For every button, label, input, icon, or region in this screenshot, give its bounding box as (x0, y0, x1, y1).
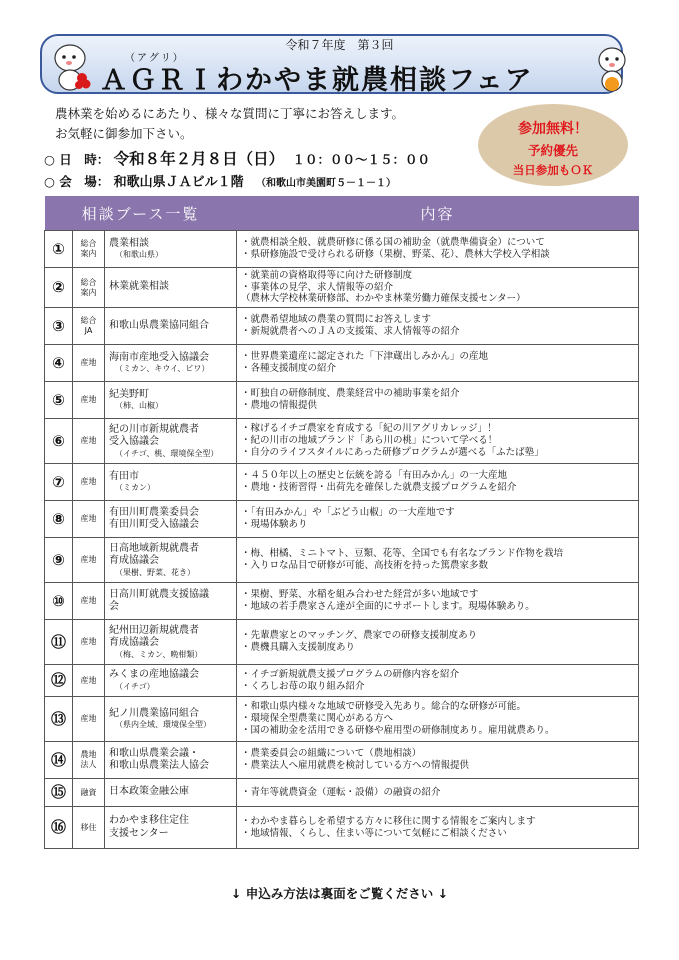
table-row (45, 538, 639, 583)
row-number-cell (45, 382, 73, 419)
organization-name: 紀の川市新規就農者 受入協議会 (109, 423, 199, 447)
content-item: ・梅、柑橘、ミニトマト、豆類、花等、全国でも有名なブランド作物を栽培 (241, 548, 564, 560)
row-organization-cell (105, 665, 237, 697)
content-item: ・世界農業遺産に認定された「下津蔵出しみかん」の産地 (241, 351, 489, 363)
table-row (45, 779, 639, 807)
row-number: ⑩ (52, 591, 65, 610)
row-organization-cell (105, 620, 237, 665)
table-row (45, 620, 639, 665)
organization-name: 和歌山県農業協同組合 (109, 319, 209, 331)
table-row (45, 345, 639, 382)
row-category: 産地 (73, 382, 105, 419)
row-organization-cell (105, 807, 237, 849)
row-number-cell (45, 501, 73, 538)
row-category: 産地 (73, 697, 105, 742)
content-item: ・町独自の研修制度、農業経営中の補助事業を紹介 (241, 388, 460, 400)
row-content-cell (237, 382, 639, 419)
content-header: 内容 (237, 196, 639, 231)
content-item: ・４５０年以上の歴史と伝統を誇る「有田みかん」の一大産地 (241, 470, 508, 482)
date-value: 令和８年２月８日（日） (113, 150, 285, 168)
content-item: ・農地の情報提供 (241, 400, 318, 411)
table-row (45, 807, 639, 849)
content-item: ・和歌山県内様々な地域で研修受入先あり。総合的な研修が可能。 (241, 701, 527, 713)
row-number-cell (45, 345, 73, 382)
row-number: ⑦ (52, 472, 65, 491)
content-item: ・事業体の見学、求人情報等の紹介 (241, 281, 394, 293)
organization-name: 和歌山県農業会議・ 和歌山県農業法人協会 (109, 747, 209, 771)
row-number: ② (52, 278, 65, 297)
content-item: ・イチゴ新規就農支援プログラムの研修内容を紹介 (241, 668, 460, 680)
table-row (45, 501, 639, 538)
badge-free: 参加無料！ (518, 121, 588, 137)
organization-name: 海南市産地受入協議会 (109, 351, 209, 363)
row-number-cell (45, 697, 73, 742)
organization-crops: （柿、山椒） (115, 401, 163, 411)
table-row (45, 231, 639, 268)
row-content-cell (237, 697, 639, 742)
row-organization-cell (105, 382, 237, 419)
organization-name: 農業相談 (109, 237, 149, 249)
content-item: ・各種支援制度の紹介 (241, 363, 337, 374)
page-title: ＡＧＲＩわかやま就農相談フェア (100, 65, 534, 96)
organization-name: 有田川町農業委員会 有田川町受入協議会 (109, 506, 199, 530)
row-number: ④ (52, 353, 65, 372)
application-note: ↓ 申込み方法は裏面をご覧ください ↓ (230, 886, 449, 901)
mascot-with-orange-icon (592, 44, 632, 96)
row-organization-cell (105, 231, 237, 268)
row-organization-cell (105, 779, 237, 807)
table-row (45, 308, 639, 345)
venue-value: 和歌山県ＪＡビル１階 (113, 175, 244, 190)
date-row (44, 147, 430, 169)
organization-name: わかやま移住定住 支援センター (109, 815, 189, 839)
content-item: ・就農希望地域の農業の質問にお答えします (241, 314, 432, 326)
table-row (45, 697, 639, 742)
organization-crops: （果樹、野菜、花き） (115, 567, 195, 577)
row-category: 産地 (73, 419, 105, 464)
table-row (45, 419, 639, 464)
row-organization-cell (105, 464, 237, 501)
row-category: 産地 (73, 501, 105, 538)
row-number: ⑭ (50, 750, 66, 769)
organization-name: みくまの産地協議会 (109, 669, 199, 681)
row-organization-cell (105, 501, 237, 538)
organization-name: 日本政策金融公庫 (109, 786, 189, 798)
date-label: ○ 日 時： (44, 152, 110, 167)
organization-name: 紀美野町 (109, 388, 149, 400)
row-organization-cell (105, 268, 237, 308)
row-organization-cell (105, 583, 237, 620)
content-item: ・青年等就農資金（運転・設備）の融資の紹介 (241, 786, 441, 798)
row-content-cell (237, 779, 639, 807)
row-number-cell (45, 620, 73, 665)
row-category: 農地 法人 (73, 742, 105, 779)
venue-address: （和歌山市美園町５－１－１） (256, 178, 396, 189)
row-content-cell (237, 538, 639, 583)
edition-label: 令和７年度 第３回 (285, 38, 394, 52)
badge-same-day: 当日参加もＯＫ (512, 163, 594, 177)
content-item: ・「有田みかん」や「ぶどう山椒」の一大産地です (241, 507, 455, 519)
row-number: ① (52, 239, 65, 258)
row-category: 産地 (73, 464, 105, 501)
badge-reservation: 予約優先 (527, 143, 578, 158)
row-number-cell (45, 308, 73, 345)
row-content-cell (237, 419, 639, 464)
row-number-cell (45, 231, 73, 268)
row-content-cell (237, 501, 639, 538)
row-category: 産地 (73, 665, 105, 697)
row-number-cell (45, 464, 73, 501)
row-category: 総合 案内 (73, 231, 105, 268)
organization-name: 紀ノ川農業協同組合 (109, 707, 199, 719)
table-row (45, 268, 639, 308)
content-item: ・わかやま暮らしを希望する方々に移住に関する情報をご案内します (241, 815, 536, 827)
venue-label: ○ 会 場： (44, 174, 110, 189)
row-number: ⑧ (52, 509, 65, 528)
content-item: ・先輩農家とのマッチング、農家での研修支援制度あり (241, 630, 478, 642)
row-number-cell (45, 807, 73, 849)
intro-line-1: 農林業を始めるにあたり、様々な質問に丁寧にお答えします。 (55, 106, 405, 121)
row-number-cell (45, 665, 73, 697)
row-organization-cell (105, 308, 237, 345)
booth-table (44, 196, 639, 849)
organization-name: 日高地域新規就農者 育成協議会 (109, 542, 199, 566)
row-category: 産地 (73, 538, 105, 583)
table-row (45, 382, 639, 419)
row-content-cell (237, 231, 639, 268)
row-organization-cell (105, 742, 237, 779)
content-item: ・入りロな品目で研修が可能、高技術を持った篤農家多数 (241, 560, 489, 571)
organization-name: 紀州田辺新規就農者 育成協議会 (109, 624, 199, 648)
organization-crops: （ミカン） (115, 483, 155, 493)
row-number: ③ (52, 316, 65, 335)
content-item: ・地域の若手農家さん達が全面的にサポートします。現場体験あり。 (241, 601, 535, 612)
row-number-cell (45, 583, 73, 620)
row-number-cell (45, 742, 73, 779)
row-number: ⑤ (52, 390, 65, 409)
booth-list-header: 相談ブース一覧 (45, 196, 237, 231)
table-row (45, 464, 639, 501)
organization-name: 日高川町就農支援協議 会 (109, 588, 209, 612)
row-number: ⑫ (50, 671, 66, 690)
time-value: １０：００～１５：００ (292, 152, 431, 167)
organization-crops: （梅、ミカン、晩柑類） (115, 649, 203, 659)
content-item: ・稼げるイチゴ農家を育成する「紀の川アグリカレッジ」！ (241, 423, 497, 435)
row-content-cell (237, 308, 639, 345)
row-content-cell (237, 742, 639, 779)
row-number-cell (45, 419, 73, 464)
row-organization-cell (105, 697, 237, 742)
row-content-cell (237, 583, 639, 620)
table-row (45, 583, 639, 620)
organization-name: 林業就業相談 (109, 281, 169, 293)
content-item: ・農地・技術習得・出荷先を確保した就農支援プログラムを紹介 (241, 482, 517, 493)
organization-crops: （和歌山県） (115, 250, 163, 260)
content-item: ・就農相談全般、就農研修に係る国の補助金（就農準備資金）について (241, 237, 545, 249)
mascot-with-strawberries-icon (50, 40, 90, 92)
row-category: 融資 (73, 779, 105, 807)
organization-name: 有田市 (109, 470, 139, 482)
table-row (45, 665, 639, 697)
venue-row (44, 171, 396, 190)
row-number: ⑥ (52, 431, 65, 450)
content-item: ・紀の川市の地域ブランド「あら川の桃」について学べる！ (241, 435, 498, 447)
content-item: （農林大学校林業研修部、わかやま林業労働力確保支援センター） (241, 293, 526, 305)
free-participation-badge (478, 104, 628, 186)
organization-crops: （ミカン、キウイ、ビワ） (115, 364, 210, 374)
title-furigana: （アグリ） (125, 53, 185, 64)
row-number-cell (45, 779, 73, 807)
content-item: ・農業委員会の組織について（農地相談） (241, 748, 422, 760)
content-item: ・就業前の資格取得等に向けた研修制度 (241, 269, 413, 281)
content-item: ・農機具購入支援制度あり (241, 642, 356, 653)
organization-crops: （県内全域、環境保全型） (115, 720, 211, 730)
organization-crops: （イチゴ） (115, 681, 155, 691)
row-content-cell (237, 807, 639, 849)
row-category: 産地 (73, 620, 105, 665)
table-header-row (45, 196, 639, 231)
row-category: 総合 JA (73, 308, 105, 345)
content-item: ・果樹、野菜、水稲を組み合わせた経営が多い地域です (241, 589, 479, 601)
organization-crops: （イチゴ、桃、環境保全型） (115, 448, 219, 458)
content-item: ・自分のライフスタイルにあった研修プログラムが選べる「ふたば塾」 (241, 446, 544, 458)
row-number-cell (45, 268, 73, 308)
content-item: ・地域情報、くらし、住まい等について気軽にご相談ください (241, 827, 507, 839)
content-item: ・くろしお苺の取り組み紹介 (241, 680, 365, 692)
row-content-cell (237, 665, 639, 697)
content-item: ・新規就農者へのＪＡの支援策、求人情報等の紹介 (241, 326, 460, 337)
row-number-cell (45, 538, 73, 583)
row-category: 産地 (73, 345, 105, 382)
row-number: ⑨ (52, 550, 65, 569)
table-row (45, 742, 639, 779)
row-category: 移住 (73, 807, 105, 849)
row-number: ⑮ (50, 783, 66, 802)
content-item: ・環境保全型農業に関心がある方へ (241, 713, 394, 725)
content-item: ・現場体験あり (241, 519, 308, 530)
row-content-cell (237, 268, 639, 308)
row-number: ⑪ (50, 632, 66, 651)
content-item: ・県研修施設で受けられる研修（果樹、野菜、花）、農林大学校入学相談 (241, 249, 550, 260)
row-category: 総合 案内 (73, 268, 105, 308)
row-content-cell (237, 620, 639, 665)
row-number: ⑬ (50, 709, 66, 728)
row-organization-cell (105, 419, 237, 464)
content-item: ・国の補助金を活用できる研修や雇用型の研修制度あり。雇用就農あり。 (241, 724, 555, 736)
intro-line-2: お気軽に御参加下さい。 (55, 126, 193, 141)
row-organization-cell (105, 538, 237, 583)
row-organization-cell (105, 345, 237, 382)
row-number: ⑯ (50, 818, 66, 837)
row-category: 産地 (73, 583, 105, 620)
content-item: ・農業法人へ雇用就農を検討している方への情報提供 (241, 760, 470, 771)
row-content-cell (237, 345, 639, 382)
row-content-cell (237, 464, 639, 501)
